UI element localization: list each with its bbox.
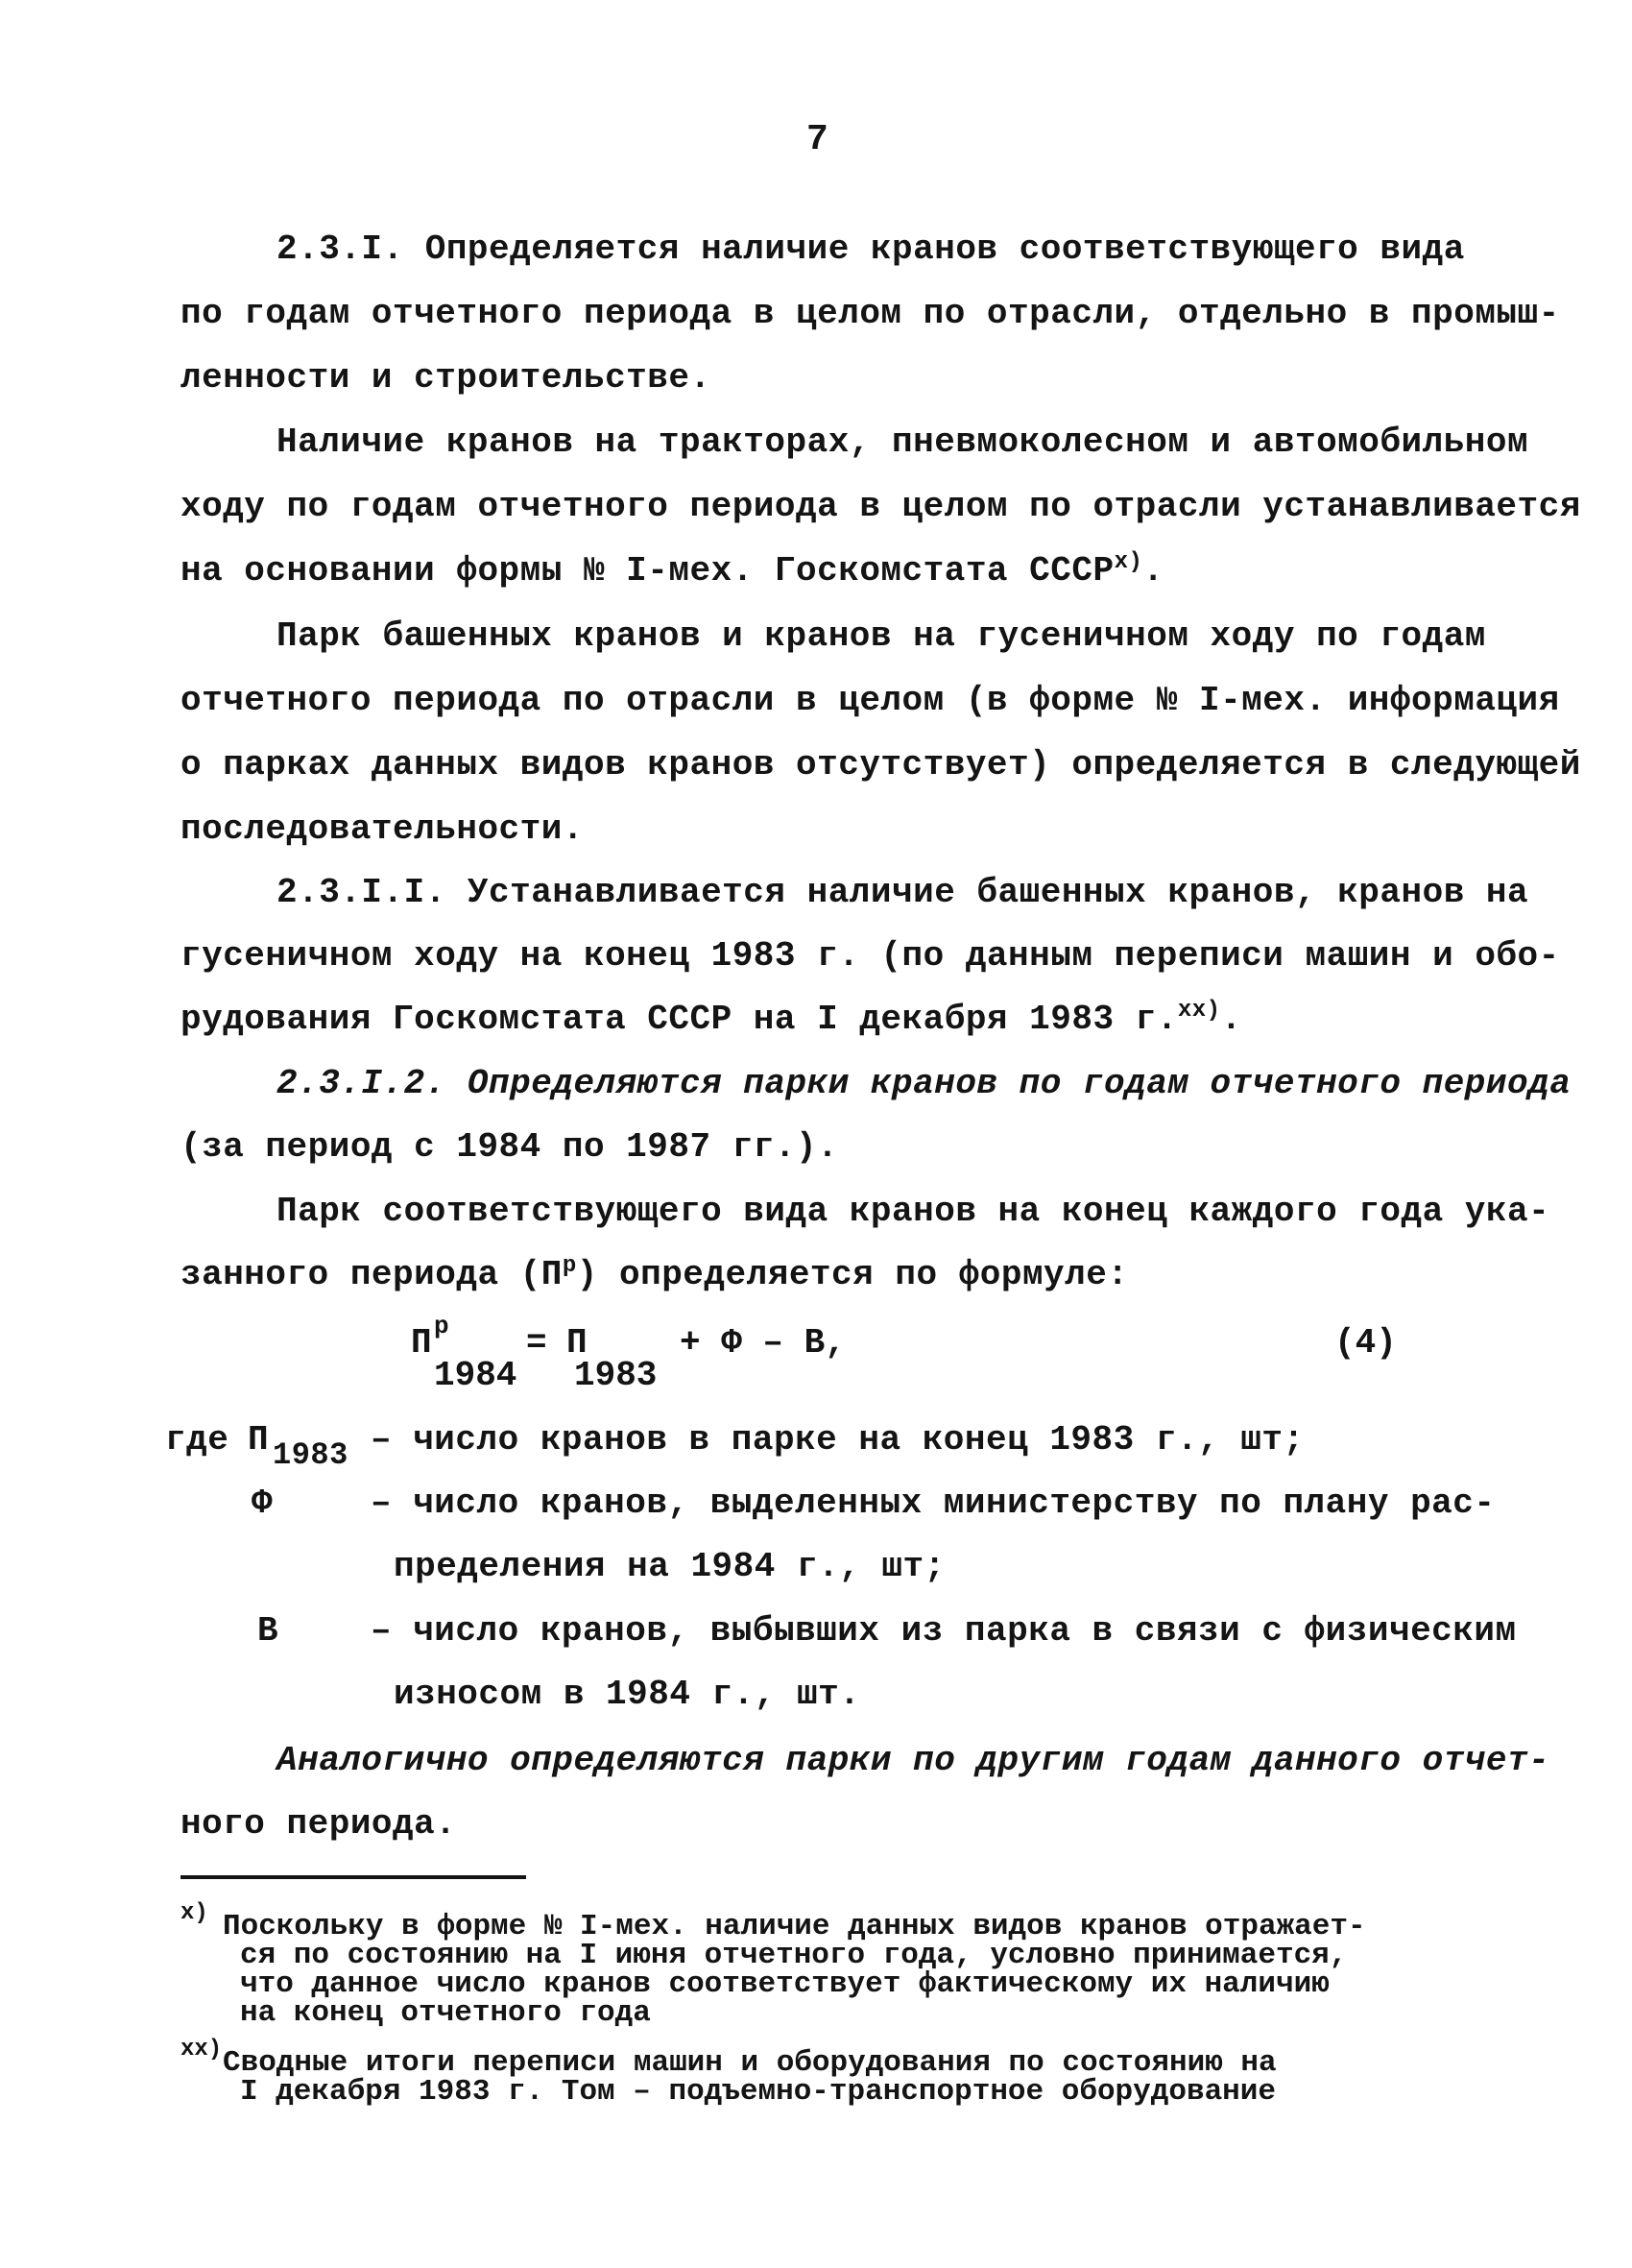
definition-v-text-2: износом в 1984 г., шт. [394,1675,861,1714]
definition-f-text-1: – число кранов, выделенных министерству по плану рас- [371,1484,1496,1523]
paragraph-2-line-3-text: на основании формы № I-мех. Госкомстата СССР [180,551,1115,591]
paragraph-6-line-2-text: занного периода (П [180,1255,563,1294]
footnote-xx-line-2: I декабря 1983 г. Том – подъемно-транспортное оборудование [240,2075,1276,2109]
paragraph-3-line-3: о парках данных видов кранов отсутствует) определяется в следующей [180,745,1581,784]
footnote-x-line-2: ся по состоянию на I июня отчетного года, условно принимается, [240,1939,1348,1972]
formula-rest: + Ф – В, [680,1323,846,1363]
formula-lhs-superscript: р [434,1312,449,1340]
page-number: 7 [806,119,828,160]
footnote-xx-line-1: Сводные итоги переписи машин и оборудования по состоянию на [223,2046,1277,2080]
paragraph-4-line-3 [180,999,1242,1041]
footnote-x-line-1: Поскольку в форме № I-мех. наличие данных видов кранов отражает- [223,1910,1366,1943]
paragraph-6-line-2 [180,1254,1128,1296]
formula-lhs: П [411,1323,432,1363]
paragraph-5-line-2: (за период с 1984 по 1987 гг.). [180,1127,839,1167]
definition-v-text-1: – число кранов, выбывших из парка в связи с физическим [371,1611,1517,1651]
paragraph-5-line-1: 2.3.I.2. Определяются парки кранов по годам отчетного периода [276,1064,1572,1103]
footnote-divider [180,1875,526,1879]
paragraph-1-line-1: 2.3.I. Определяется наличие кранов соответствующего вида [276,229,1465,269]
definition-symbol-f: Ф [252,1484,274,1523]
paragraph-4-line-3-text: рудования Госкомстата СССР на I декабря 1983 г. [180,1000,1178,1039]
paragraph-1-line-3: ленности и строительстве. [180,358,711,398]
formula-rhs-p: П [566,1323,588,1363]
paragraph-4-end: . [1220,1000,1242,1039]
paragraph-6-end: ) определяется по формуле: [576,1255,1129,1294]
footnote-x-mark: x) [180,1900,208,1926]
paragraph-2-line-2: ходу по годам отчетного периода в целом по отрасли устанавливается [180,487,1581,526]
formula-rhs-subscript: 1983 [574,1356,658,1395]
definition-symbol-p-subscript: 1983 [273,1437,348,1473]
formula-equals: = [526,1323,547,1363]
paragraph-2-end: . [1142,551,1164,591]
footnote-x-line-4: на конец отчетного года [240,1996,651,2030]
paragraph-1-line-2: по годам отчетного периода в целом по отрасли, отдельно в промыш- [180,294,1560,333]
closing-line-1: Аналогично определяются парки по другим годам данного отчет- [276,1741,1550,1780]
paragraph-6-superscript: р [562,1253,577,1279]
definition-f-text-2: пределения на 1984 г., шт; [394,1547,946,1586]
paragraph-4-line-1: 2.3.I.I. Устанавливается наличие башенных кранов, кранов на [276,873,1529,912]
footnote-ref-x: x) [1114,549,1143,575]
definition-symbol-p: П [248,1420,270,1460]
definition-symbol-v: В [257,1611,279,1651]
footnote-xx-mark: xx) [180,2037,223,2063]
paragraph-6-line-1: Парк соответствующего вида кранов на конец каждого года ука- [276,1192,1550,1231]
paragraph-2-line-1: Наличие кранов на тракторах, пневмоколесном и автомобильном [276,422,1529,462]
paragraph-3-line-2: отчетного периода по отрасли в целом (в форме № I-мех. информация [180,681,1560,720]
footnote-x-line-3: что данное число кранов соответствует фактическому их наличию [240,1967,1330,2001]
definitions-where: где [165,1420,229,1460]
definition-p-text: – число кранов в парке на конец 1983 г., шт; [371,1420,1305,1460]
footnote-ref-xx: xx) [1177,998,1221,1024]
paragraph-2-line-3 [180,550,1164,592]
paragraph-3-line-1: Парк башенных кранов и кранов на гусеничном ходу по годам [276,616,1486,656]
closing-line-2: ного периода. [180,1804,457,1844]
formula-number: (4) [1334,1323,1397,1363]
paragraph-4-line-2: гусеничном ходу на конец 1983 г. (по данным переписи машин и обо- [180,936,1560,976]
paragraph-3-line-4: последовательности. [180,809,584,849]
formula-lhs-subscript: 1984 [434,1356,517,1395]
